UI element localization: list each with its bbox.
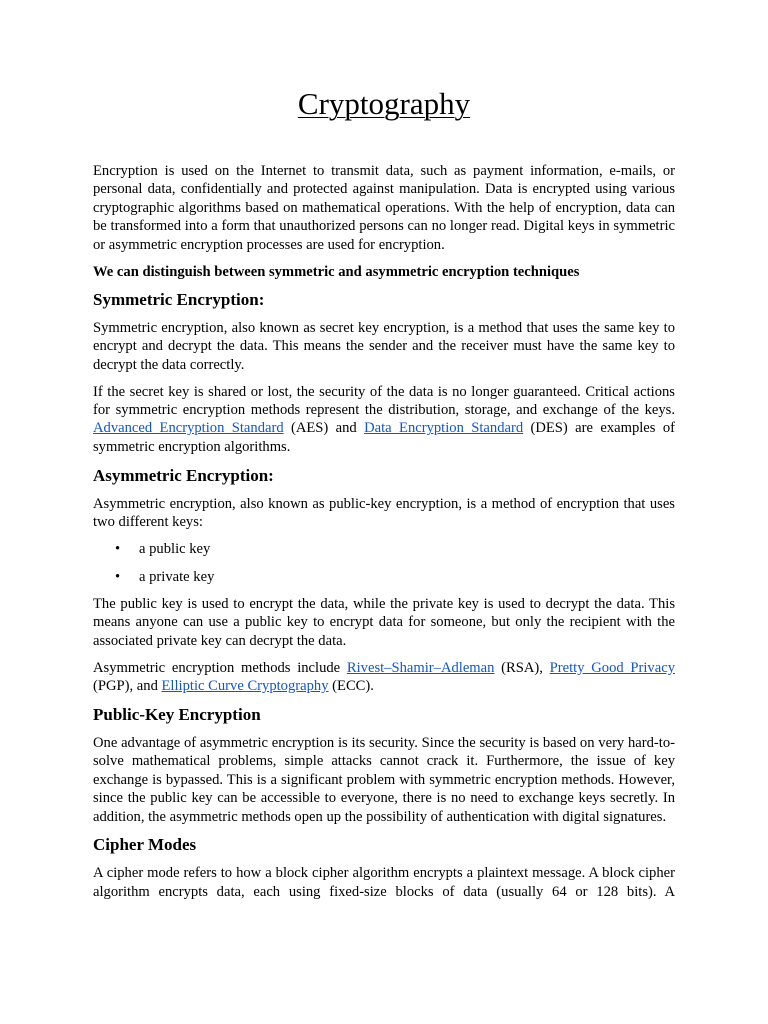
symmetric-heading: Symmetric Encryption: (93, 289, 265, 309)
asymmetric-p3-text-c: (PGP), and (93, 678, 162, 695)
asymmetric-p3-text-a: Asymmetric encryption methods include (93, 659, 347, 676)
public-key-paragraph: One advantage of asymmetric encryption is its security. Since the security is based on very hard-to-solve mathematical problems, simple attacks cannot crack it. Furthermore, the issue of key exchange is bypassed. This is a significant problem with symmetric encryption methods. However, since the public key can be accessible to everyone, there is no need to exchange keys secretly. In addition, the asymmetric methods open up the possibility of authentication with digital signatures. (93, 734, 675, 825)
lead-sentence: We can distinguish between symmetric and asymmetric encryption techniques (93, 263, 580, 280)
bullet-icon: • (115, 568, 121, 585)
symmetric-p2-text-a: If the secret key is shared or lost, the security of the data is no longer guaranteed. Critical actions for symmetric encryption methods represent the distribution, storage, and exchange of the keys. (93, 383, 675, 419)
asymmetric-heading: Asymmetric Encryption: (93, 465, 274, 485)
asymmetric-paragraph-1: Asymmetric encryption, also known as public-key encryption, is a method of encryption that uses two different keys: (93, 495, 675, 531)
cipher-modes-heading: Cipher Modes (93, 835, 197, 855)
des-link[interactable]: Data Encryption Standard (364, 420, 524, 437)
asymmetric-paragraph-3 (93, 659, 675, 696)
asymmetric-p3-text-b: (RSA), (494, 659, 550, 676)
list-item (93, 568, 675, 586)
page-title: Cryptography (297, 86, 471, 121)
intro-paragraph: Encryption is used on the Internet to transmit data, such as payment information, e-mails, or personal data, confidentially and protected against manipulation. Data is encrypted using various cryptographic algorithms based on mathematical operations. With the help of encryption, data can be transformed into a form that unauthorized persons can no longer read. Digital keys in symmetric or asymmetric encryption processes are used for encryption. (93, 163, 675, 253)
rsa-link[interactable]: Rivest–Shamir–Adleman (346, 659, 495, 676)
symmetric-paragraph-1: Symmetric encryption, also known as secret key encryption, is a method that uses the same key to encrypt and decrypt the data. This means the sender and the receiver must have the same key to decrypt the data correctly. (93, 319, 675, 373)
bullet-icon: • (115, 541, 121, 558)
symmetric-p2-text-c: (DES) are examples of symmetric encryption algorithms. (93, 420, 675, 455)
list-item (93, 540, 675, 558)
list-item-text: a private key (139, 568, 215, 585)
list-item-text: a public key (139, 541, 211, 558)
asymmetric-paragraph-2: The public key is used to encrypt the data, while the private key is used to decrypt the data. This means anyone can use a public key to encrypt data for someone, but only the recipient with the associated private key can decrypt the data. (93, 595, 675, 649)
symmetric-p2-text-b: (AES) and (283, 420, 365, 437)
symmetric-paragraph-2 (93, 383, 675, 457)
asymmetric-p3-text-d: (ECC). (328, 678, 374, 695)
key-list (93, 540, 675, 586)
aes-link[interactable]: Advanced Encryption Standard (93, 420, 284, 437)
public-key-heading: Public-Key Encryption (93, 704, 261, 724)
document-body (93, 162, 675, 910)
cipher-modes-paragraph: A cipher mode refers to how a block cipher algorithm encrypts a plaintext message. A block cipher algorithm encrypts data, each using fixed-size blocks of data (usually 64 or 128 bits). A (93, 865, 675, 900)
pgp-link[interactable]: Pretty Good Privacy (549, 659, 675, 676)
ecc-link[interactable]: Elliptic Curve Cryptography (161, 678, 329, 695)
